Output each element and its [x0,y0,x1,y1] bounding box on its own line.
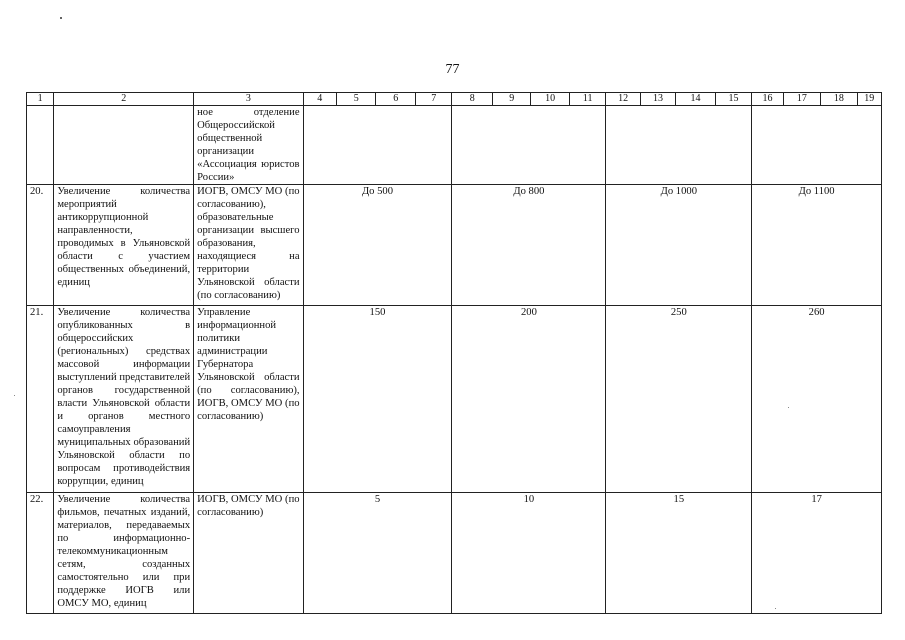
target-value [752,106,882,185]
page-number: 77 [445,62,460,77]
target-value: До 800 [452,185,606,306]
col-header: 8 [452,93,493,106]
col-header: 5 [336,93,376,106]
responsible-parties: ИОГВ, ОМСУ МО (по согласованию) [194,493,303,614]
column-number-row [27,93,882,106]
col-header: 19 [857,93,881,106]
row-number [27,106,54,185]
col-header: 13 [640,93,675,106]
col-header: 2 [54,93,194,106]
scan-speck [14,395,15,396]
target-value [452,106,606,185]
target-value: До 500 [303,185,452,306]
table-row [27,306,882,493]
target-value: 150 [303,306,452,493]
row-number: 20. [27,185,54,306]
col-header: 16 [752,93,783,106]
col-header: 4 [303,93,336,106]
responsible-parties: Управление информационной политики администрации Губернатора Ульяновской области (по согласованию), ИОГВ, ОМСУ МО (по согласованию) [194,306,303,493]
target-value [606,106,752,185]
col-header: 18 [821,93,857,106]
target-value: 10 [452,493,606,614]
col-header: 11 [569,93,605,106]
table-row [27,185,882,306]
col-header: 12 [606,93,640,106]
col-header: 14 [676,93,716,106]
target-value: До 1000 [606,185,752,306]
target-value: 250 [606,306,752,493]
target-value: 260 [752,306,882,493]
indicator-description: Увеличение количества опубликованных в общероссийских (региональных) средствах массовой информации выступлений представителей органов государственной власти Ульяновской области и органов местного самоуправления муниципальных образований Ульяновской области по вопросам противодействия коррупции, единиц [54,306,194,493]
col-header: 6 [376,93,416,106]
target-value: До 1100 [752,185,882,306]
target-value: 17 [752,493,882,614]
responsible-parties: ИОГВ, ОМСУ МО (по согласованию), образовательные организации высшего образования, находящиеся на территории Ульяновской области (по согласованию) [194,185,303,306]
indicator-description: Увеличение количества фильмов, печатных изданий, материалов, передаваемых по информационно-телекоммуникационным сетям, созданных самостоятельно или при поддержке ИОГВ или ОМСУ МО, единиц [54,493,194,614]
col-header: 1 [27,93,54,106]
col-header: 15 [715,93,751,106]
indicator-description [54,106,194,185]
target-value: 200 [452,306,606,493]
row-number: 21. [27,306,54,493]
indicator-description: Увеличение количества мероприятий антикоррупционной направленности, проводимых в Ульяновской области с участием общественных объединений, единиц [54,185,194,306]
col-header: 9 [492,93,530,106]
col-header: 3 [194,93,303,106]
responsible-parties: ное отделение Общероссийской общественной организации «Ассоциация юристов России» [194,106,303,185]
table-row [27,493,882,614]
col-header: 7 [415,93,451,106]
col-header: 17 [783,93,820,106]
scan-dot [60,17,62,19]
target-value [303,106,452,185]
measures-table [26,92,882,614]
row-number: 22. [27,493,54,614]
col-header: 10 [531,93,569,106]
target-value: 5 [303,493,452,614]
target-value: 15 [606,493,752,614]
table-row [27,106,882,185]
